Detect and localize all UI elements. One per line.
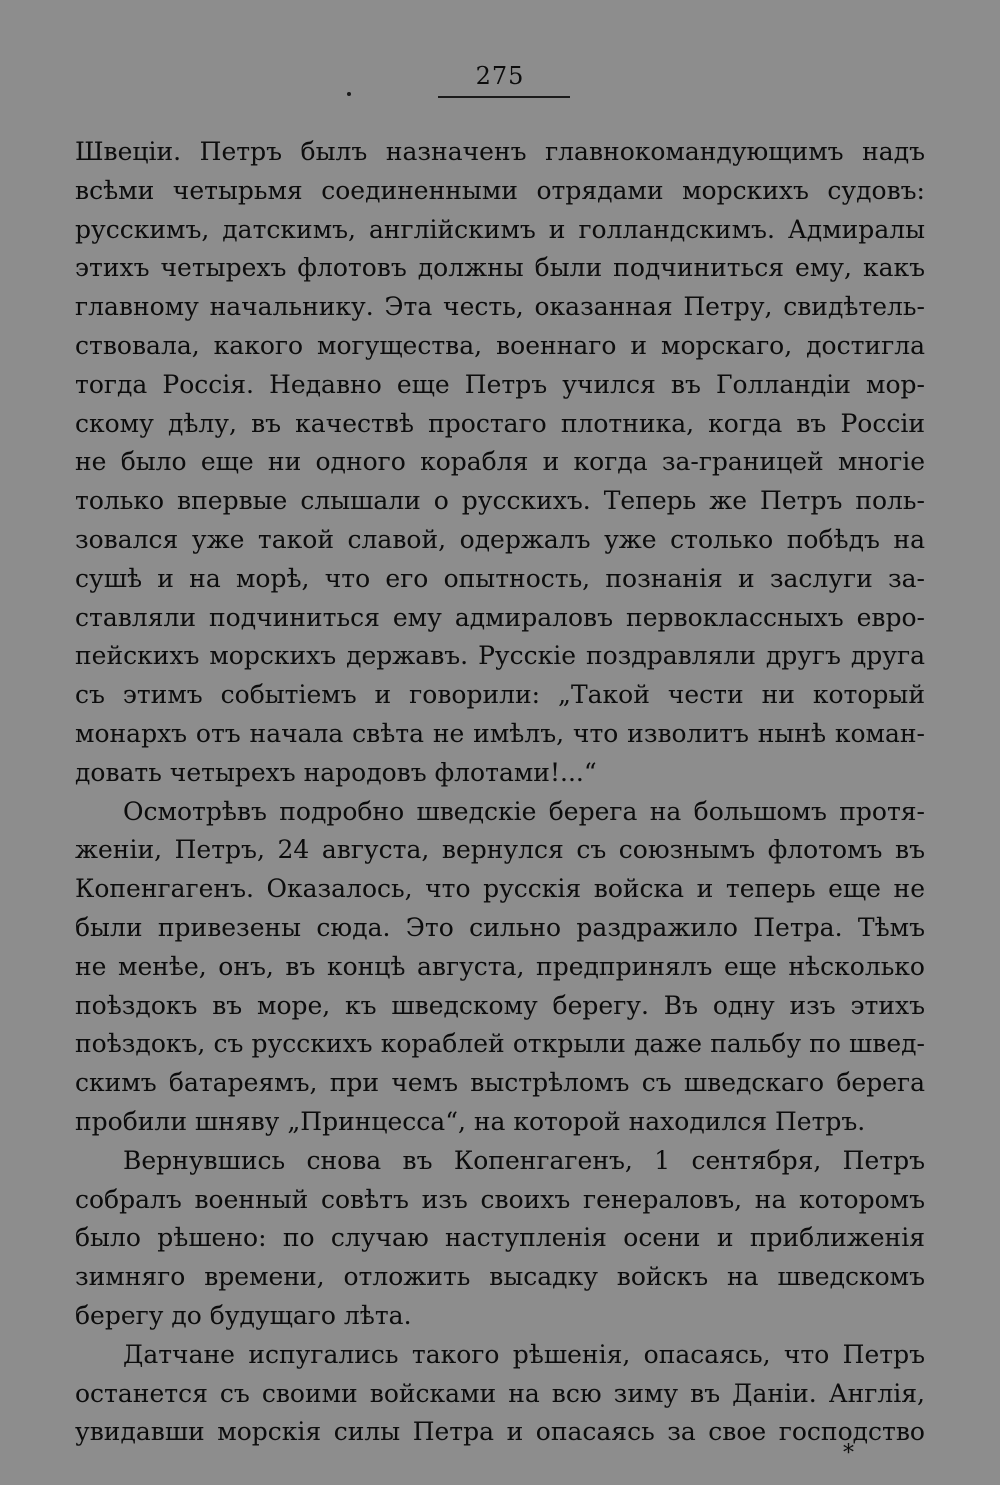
text-line: этихъ четырехъ флотовъ должны были подчиниться ему, какъ (75, 253, 925, 283)
speck (347, 92, 351, 96)
text-line: русскимъ, датскимъ, англійскимъ и голландскимъ. Адмиралы (75, 214, 925, 244)
text-line: не менѣе, онъ, въ концѣ августа, предпринялъ еще нѣсколько (75, 951, 925, 981)
text-line: женіи, Петръ, 24 августа, вернулся съ союзнымъ флотомъ въ (75, 835, 925, 865)
text-line: пробили шняву „Принцесса“, на которой находился Петръ. (75, 1106, 866, 1136)
text-line: поѣздокъ въ море, къ шведскому берегу. Въ одну изъ этихъ (75, 990, 925, 1020)
text-line: монархъ отъ начала свѣта не имѣлъ, что изволитъ нынѣ коман- (75, 718, 925, 748)
text-line: только впервые слышали о русскихъ. Теперь же Петръ поль- (75, 486, 925, 516)
text-line: ствовала, какого могущества, военнаго и морскаго, достигла (75, 330, 925, 360)
text-line: собралъ военный совѣтъ изъ своихъ генераловъ, на которомъ (75, 1184, 925, 1214)
text-line: были привезены сюда. Это сильно раздражило Петра. Тѣмъ (75, 912, 925, 942)
text-line: главному начальнику. Эта честь, оказанная Петру, свидѣтель- (75, 292, 925, 322)
text-line: было рѣшено: по случаю наступленія осени и приближенія (75, 1223, 925, 1253)
text-line: не было еще ни одного корабля и когда за-границей многіе (75, 447, 925, 477)
text-line: поѣздокъ, съ русскихъ кораблей открыли даже пальбу по швед- (75, 1029, 925, 1059)
text-line: Швеціи. Петръ былъ назначенъ главнокомандующимъ надъ (75, 137, 925, 166)
page-number: 275 (475, 62, 525, 90)
text-line: скому дѣлу, въ качествѣ простаго плотника, когда въ Россіи (75, 408, 925, 438)
text-body (75, 133, 925, 1452)
text-line: Вернувшись снова въ Копенгагенъ, 1 сентября, Петръ (123, 1145, 925, 1175)
text-line: всѣми четырьмя соединенными отрядами морскихъ судовъ: (75, 175, 925, 205)
text-line: Датчане испугались такого рѣшенія, опасаясь, что Петръ (123, 1339, 925, 1369)
text-line: скимъ батареямъ, при чемъ выстрѣломъ съ шведскаго берега (75, 1068, 925, 1098)
page-number-rule (438, 96, 570, 98)
text-line: съ этимъ событіемъ и говорили: „Такой чести ни который (75, 680, 925, 710)
paragraph-2 (75, 793, 925, 1142)
text-line: тогда Россія. Недавно еще Петръ учился въ Голландіи мор- (75, 369, 925, 399)
paragraph-4 (75, 1336, 925, 1452)
signature-mark: * (843, 1441, 854, 1466)
text-line: довать четырехъ народовъ флотами!...“ (75, 757, 597, 787)
text-line: сушѣ и на морѣ, что его опытность, познанія и заслуги за- (75, 563, 925, 593)
paragraph-1 (75, 133, 925, 793)
text-line: зимняго времени, отложить высадку войскъ на шведскомъ (75, 1262, 925, 1292)
text-line: Копенгагенъ. Оказалось, что русскія войска и теперь еще не (75, 874, 925, 904)
text-line: увидавши морскія силы Петра и опасаясь за свое господство (75, 1417, 925, 1447)
text-line: Осмотрѣвъ подробно шведскіе берега на большомъ протя- (123, 796, 925, 826)
text-line: останется съ своими войсками на всю зиму въ Даніи. Англія, (75, 1378, 925, 1408)
paragraph-3 (75, 1142, 925, 1336)
text-line: берегу до будущаго лѣта. (75, 1300, 412, 1330)
text-line: ставляли подчиниться ему адмираловъ первоклассныхъ евро- (75, 602, 925, 632)
text-line: зовался уже такой славой, одержалъ уже столько побѣдъ на (75, 524, 925, 554)
text-line: пейскихъ морскихъ державъ. Русскіе поздравляли другъ друга (75, 641, 925, 671)
